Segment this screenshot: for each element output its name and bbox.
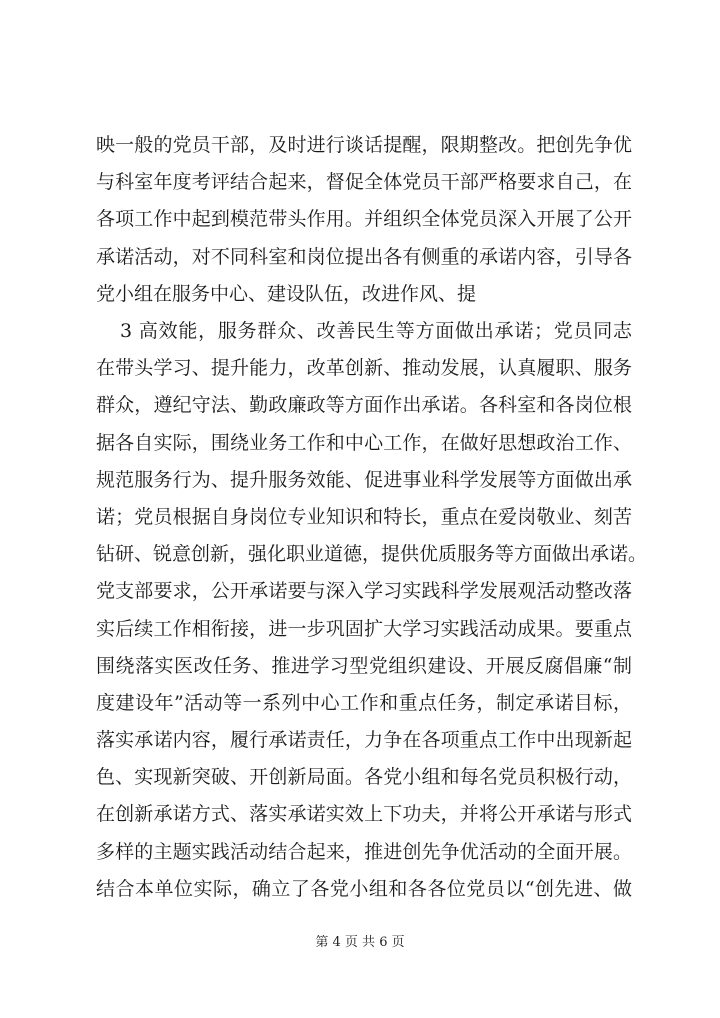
text-line: 诺；党员根据自身岗位专业知识和特长，重点在爱岗敬业、刻苦 (96, 505, 632, 528)
text-line: 承诺活动，对不同科室和岗位提出各有侧重的承诺内容，引导各 (96, 245, 632, 268)
text-line: 落实承诺内容，履行承诺责任，力争在各项重点工作中出现新起 (96, 729, 632, 752)
page-footer: 第 4 页 共 6 页 (315, 935, 405, 950)
text-line: 党小组在服务中心、建设队伍，改进作风、提 (96, 282, 477, 305)
text-line: 规范服务行为、提升服务效能、促进事业科学发展等方面做出承 (96, 468, 632, 491)
text-line: 实后续工作相衔接，进一步巩固扩大学习实践活动成果。要重点 (96, 617, 632, 640)
text-line: 党支部要求，公开承诺要与深入学习实践科学发展观活动整改落 (96, 580, 632, 603)
text-line: 色、实现新突破、开创新局面。各党小组和每名党员积极行动， (96, 766, 632, 789)
paragraph-1 (96, 127, 632, 313)
text-line: 多样的主题实践活动结合起来，推进创先争优活动的全面开展。 (96, 840, 632, 863)
text-line: 3 高效能，服务群众、改善民生等方面做出承诺；党员同志 (120, 320, 632, 342)
text-line: 映一般的党员干部，及时进行谈话提醒，限期整改。把创先争优 (96, 134, 632, 156)
text-line: 在带头学习、提升能力，改革创新、推动发展，认真履职、服务 (96, 357, 632, 380)
text-line: 群众，遵纪守法、勤政廉政等方面作出承诺。各科室和各岗位根 (96, 394, 632, 417)
paragraph-2 (96, 313, 648, 908)
text-line: 度建设年”活动等一系列中心工作和重点任务，制定承诺目标， (96, 691, 632, 714)
text-line: 钻研、锐意创新，强化职业道德，提供优质服务等方面做出承诺。 (96, 543, 648, 566)
text-line: 各项工作中起到模范带头作用。并组织全体党员深入开展了公开 (96, 208, 632, 231)
text-line: 与科室年度考评结合起来，督促全体党员干部严格要求自己，在 (96, 171, 632, 194)
text-line: 在创新承诺方式、落实承诺实效上下功夫，并将公开承诺与形式 (96, 803, 632, 826)
text-line: 围绕落实医改任务、推进学习型党组织建设、开展反腐倡廉“制 (96, 654, 632, 677)
text-line: 据各自实际，围绕业务工作和中心工作，在做好思想政治工作、 (96, 431, 632, 454)
text-line: 结合本单位实际，确立了各党小组和各各位党员以“创先进、做 (96, 877, 632, 900)
